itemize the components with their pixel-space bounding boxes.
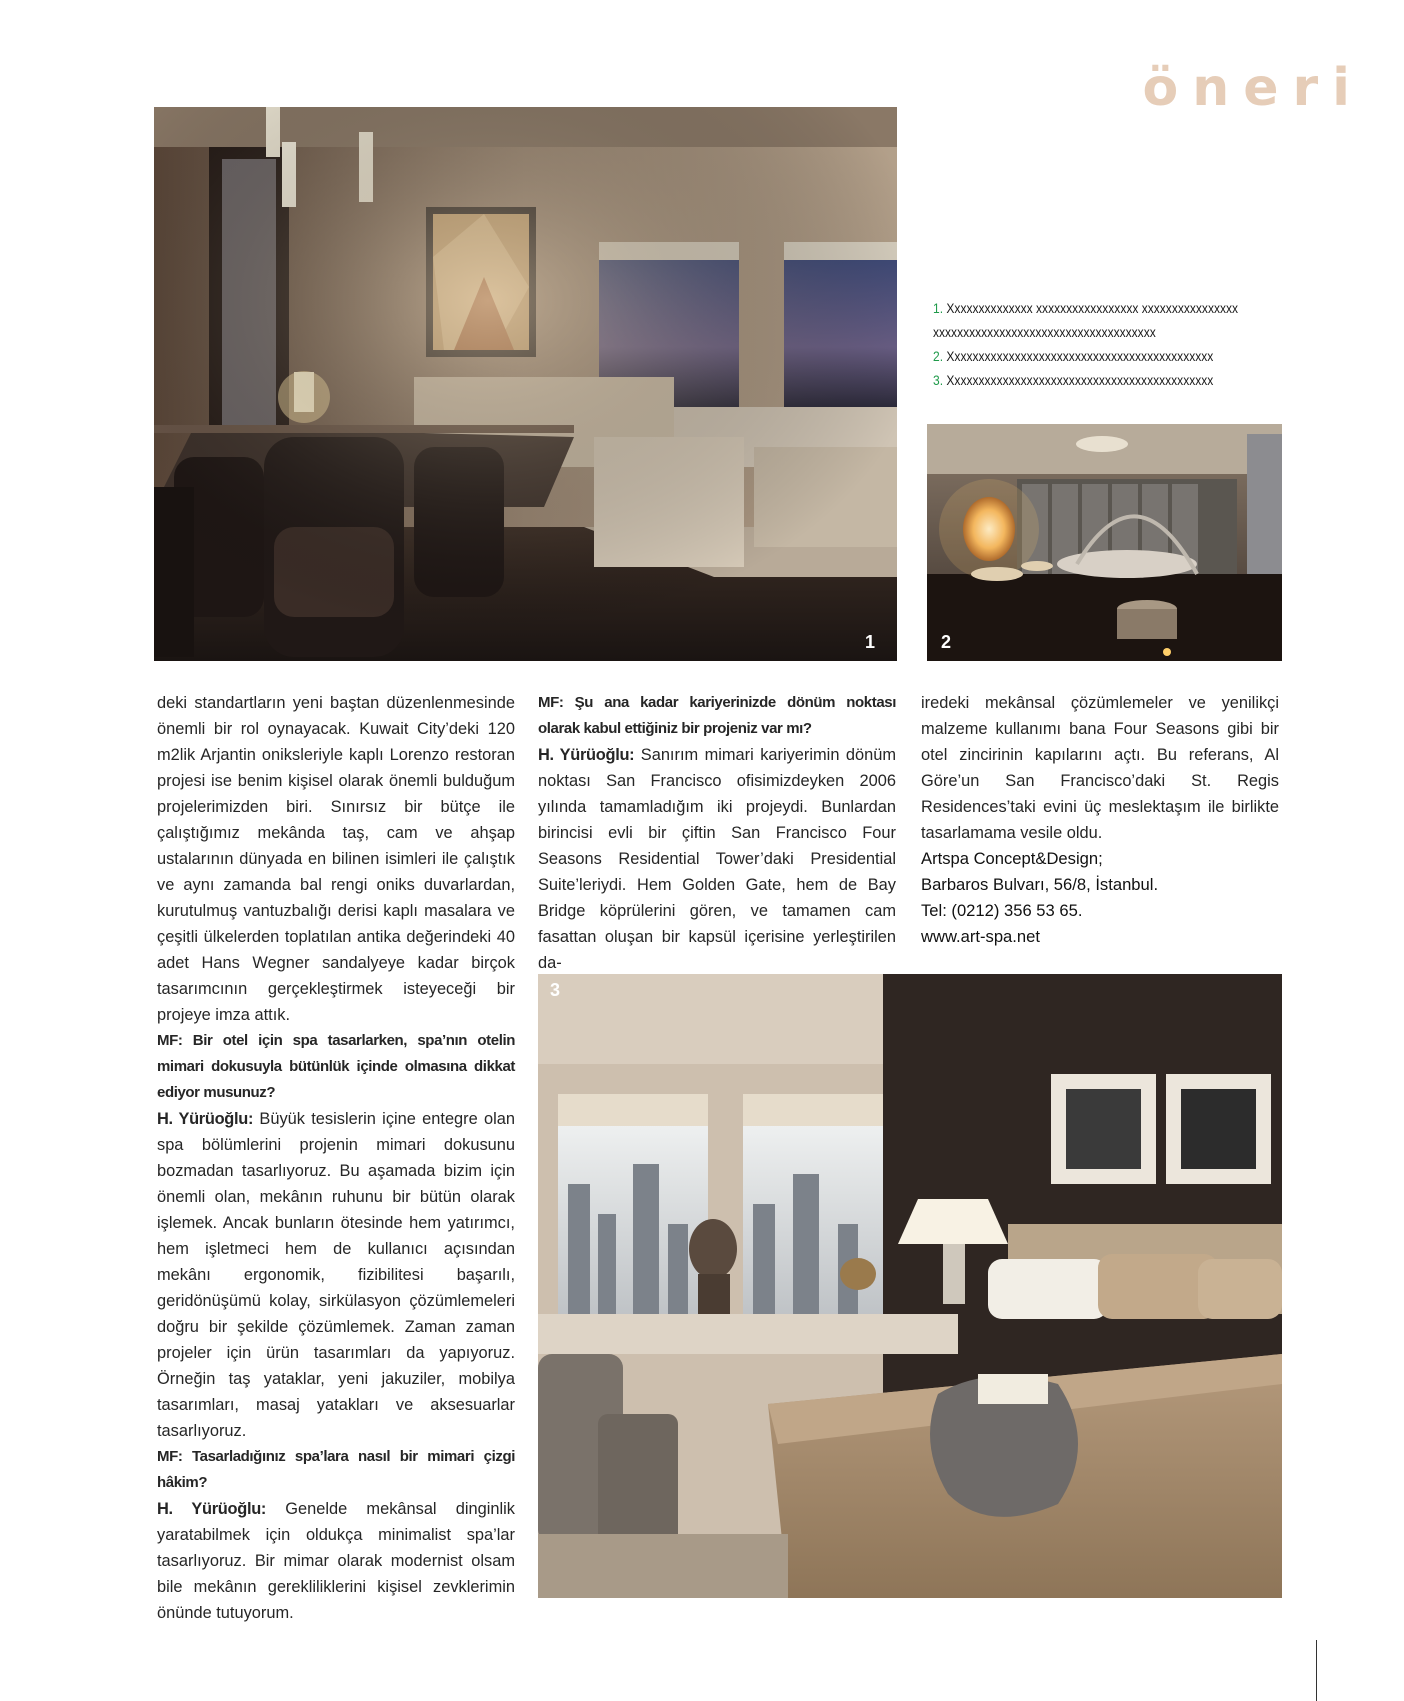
photo-number: 2: [941, 632, 952, 652]
photo-captions: [933, 296, 1286, 392]
caption-text: Xxxxxxxxxxxxxx xxxxxxxxxxxxxxxxx xxxxxxxxxxxxxxxx: [946, 300, 1239, 316]
caption-text: Xxxxxxxxxxxxxxxxxxxxxxxxxxxxxxxxxxxxxxxxxxxx: [946, 348, 1214, 364]
caption-text: xxxxxxxxxxxxxxxxxxxxxxxxxxxxxxxxxxxxx: [933, 324, 1156, 340]
caption-1-cont: [933, 320, 1286, 344]
caption-number: 3.: [933, 372, 944, 388]
article-column-3: [921, 690, 1279, 950]
speaker-name: H. Yürüoğlu:: [157, 1110, 254, 1128]
interview-question: MF: Tasarladığınız spa’lara nasıl bir mimari çizgi hâkim?: [157, 1448, 515, 1491]
paragraph: iredeki mekânsal çözümlemeler ve yenilikçi malzeme kullanımı bana Four Seasons gibi bir otel zincirinin kapılarını açtı. Bu referans, Al Göre’un San Francisco’daki St. Regis Residences’taki evini üç meslektaşım ile birlikte tasarlamama vesile oldu.: [921, 694, 1279, 842]
answer-text: Sanırım mimari kariyerimin dönüm noktası San Francisco ofisimizdeyken 2006 yılında tamamladığım iki projeydi. Bunlardan birincisi evli bir çiftin San Francisco Four Seasons Residential Tower’daki Presidential Suite’leriydi. Hem Golden Gate, hem de Bay Bridge köprülerini gören, ve tamamen cam fasattan oluşan bir kapsül içerisine yerleştirilen da-: [538, 746, 896, 972]
dining-room-image: [154, 107, 897, 661]
speaker-name: H. Yürüoğlu:: [157, 1500, 267, 1518]
photo-number: 1: [864, 632, 875, 652]
article-column-1: [157, 690, 515, 1626]
article-column-2: [538, 690, 896, 976]
section-title: öneri: [1142, 58, 1364, 118]
contact-address: Barbaros Bulvarı, 56/8, İstanbul.: [921, 875, 1159, 894]
caption-text: Xxxxxxxxxxxxxxxxxxxxxxxxxxxxxxxxxxxxxxxxxxxx: [946, 372, 1214, 388]
bedroom-image: [538, 974, 1282, 1598]
interview-answer: [157, 1106, 515, 1444]
contact-name: Artspa Concept&Design;: [921, 849, 1103, 868]
spa-image: [927, 424, 1282, 661]
caption-3: [933, 368, 1286, 392]
contact-phone: Tel: (0212) 356 53 65.: [921, 901, 1083, 920]
photo-spa: [927, 424, 1282, 661]
page-divider: [1316, 1640, 1317, 1701]
photo-dining-room: [154, 107, 897, 661]
caption-1: [933, 296, 1286, 320]
caption-2: [933, 344, 1286, 368]
interview-answer: [538, 742, 896, 976]
caption-number: 2.: [933, 348, 944, 364]
photo-number: 3: [550, 980, 561, 1000]
photo-bedroom: [538, 974, 1282, 1598]
paragraph: deki standartların yeni baştan düzenlenmesinde önemli bir rol oynayacak. Kuwait City’deki 120 m2lik Arjantin oniksleriyle kaplı Lorenzo restoran projesi ise benim kişisel olarak önemli bulduğum projelerimizden biri. Sınırsız bir bütçe ile çalıştığımız mekânda taş, cam ve ahşap ustalarının dünyada en bilinen isimleri ile çalıştık ve aynı zamanda bal rengi oniks duvarlardan, kurutulmuş vantuzbalığı derisi kaplı masalara ve çeşitli ülkelerden toplatılan antika değerindeki 40 adet Hans Wegner sandalyeye kadar birçok tasarımcının gerçekleştirmek isteyeceği bir projeye imza attık.: [157, 694, 515, 1024]
interview-question: MF: Bir otel için spa tasarlarken, spa’nın otelin mimari dokusuyla bütünlük içinde olmasına dikkat ediyor musunuz?: [157, 1032, 515, 1101]
contact-website[interactable]: www.art-spa.net: [921, 927, 1040, 946]
answer-text: Genelde mekânsal dinginlik yaratabilmek için oldukça minimalist spa’lar tasarlıyoruz. Bir mimar olarak modernist olsam bile mekânın gerekliliklerini kişisel zevklerimin önünde tutuyorum.: [157, 1500, 515, 1622]
answer-text: Büyük tesislerin içine entegre olan spa bölümlerini projenin mimari dokusunu bozmadan tasarlıyoruz. Bu aşamada bizim için önemli olan, mekânın ruhunu bir bütün olarak işlemek. Ancak bunların ötesinde hem yatırımcı, hem işletmeci hem de kullanıcı açısından mekânı ergonomik, fizibilitesi başarılı, geridönüşümü kolay, sirkülasyon çözümlemeleri doğru bir şekilde çözümlemek. Zaman zaman projeler için ürün tasarımları da yapıyoruz. Örneğin taş yataklar, yeni jakuziler, mobilya tasarımları, masaj yatakları ve aksesuarlar tasarlıyoruz.: [157, 1110, 515, 1440]
interview-question: MF: Şu ana kadar kariyerinizde dönüm noktası olarak kabul ettiğiniz bir projeniz var mı?: [538, 694, 896, 737]
speaker-name: H. Yürüoğlu:: [538, 746, 635, 764]
caption-number: 1.: [933, 300, 944, 316]
interview-answer: [157, 1496, 515, 1626]
